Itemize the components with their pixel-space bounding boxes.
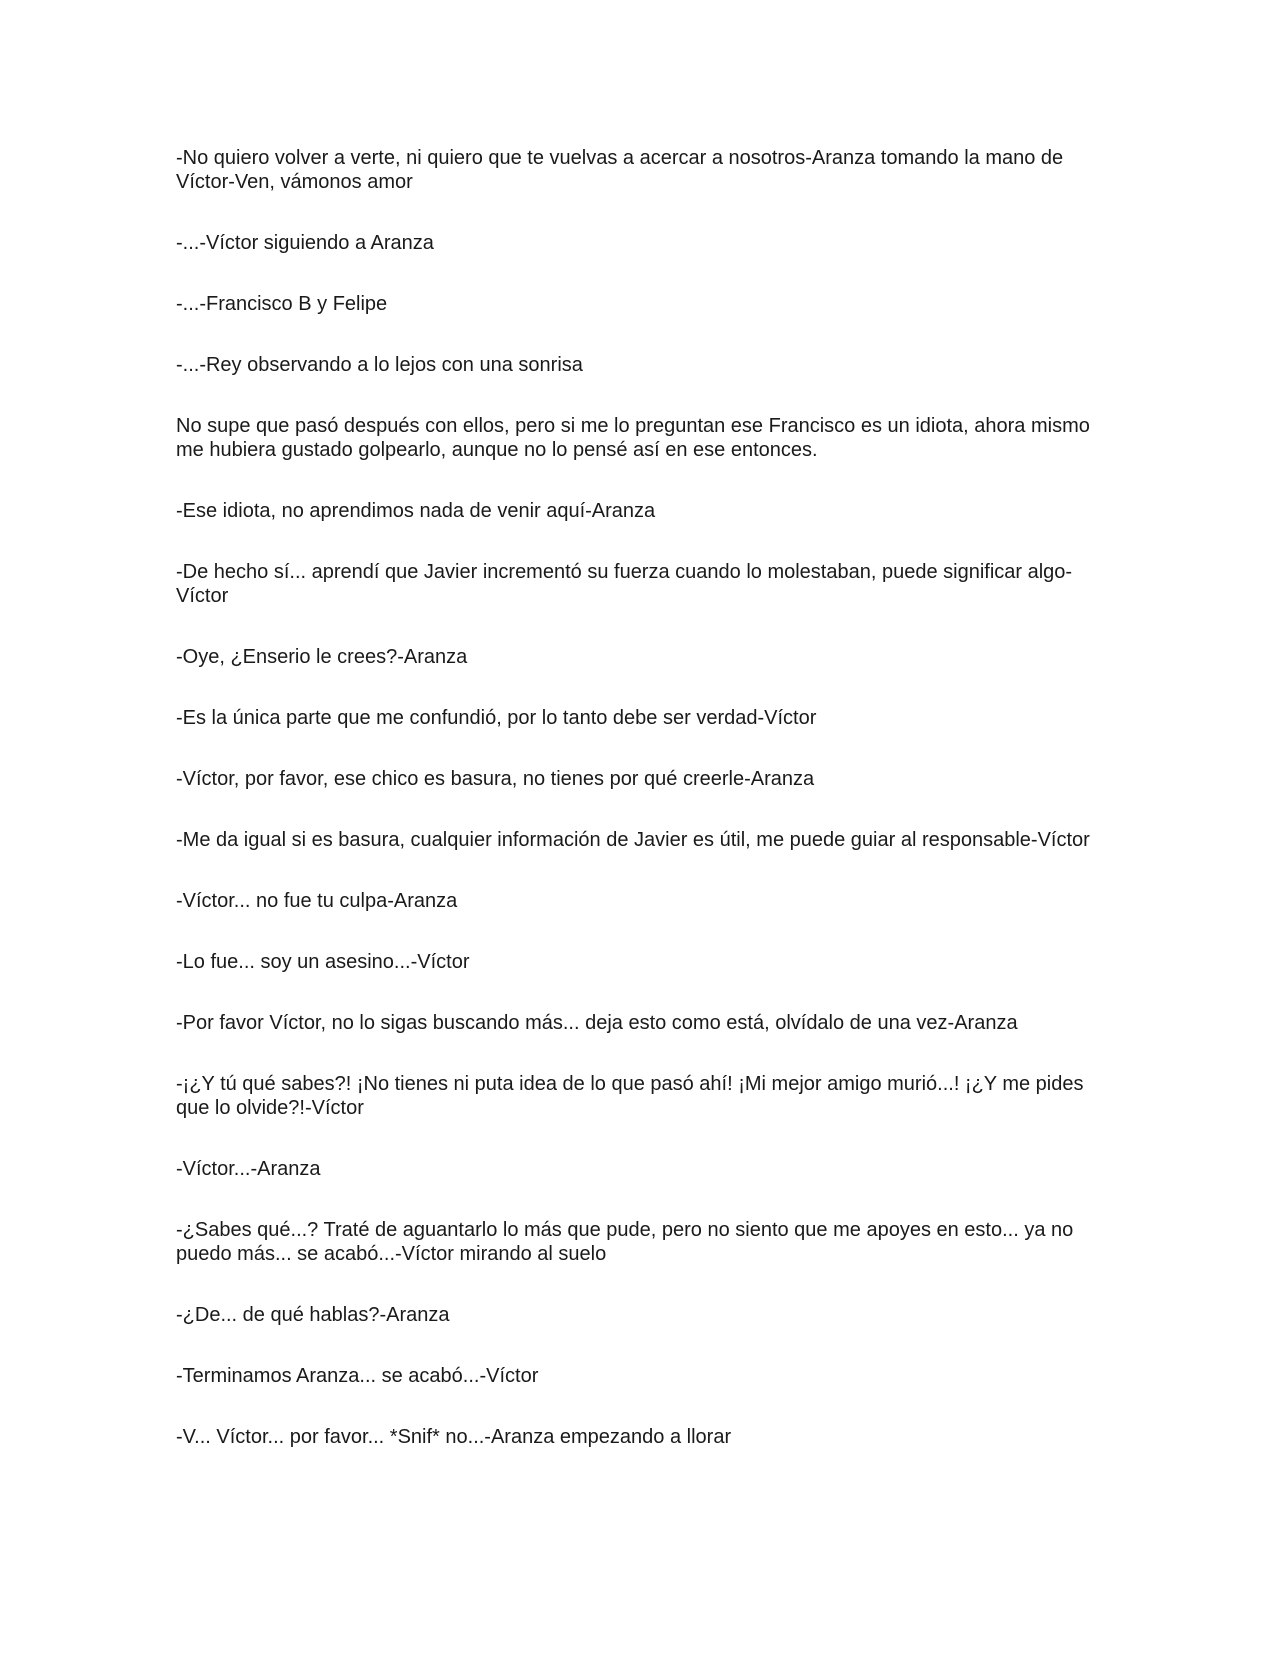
paragraph: -Víctor...-Aranza — [176, 1158, 321, 1180]
paragraph: -V... Víctor... por favor... *Snif* no...-Aranza empezando a llorar — [176, 1426, 732, 1448]
paragraph: -De hecho sí... aprendí que Javier incrementó su fuerza cuando lo molestaban, puede significar algo-Víctor — [176, 561, 1073, 607]
paragraph: -¿De... de qué hablas?-Aranza — [176, 1304, 450, 1326]
paragraph: -Ese idiota, no aprendimos nada de venir aquí-Aranza — [176, 500, 656, 522]
paragraph: -Lo fue... soy un asesino...-Víctor — [176, 951, 470, 973]
paragraph: -No quiero volver a verte, ni quiero que te vuelvas a acercar a nosotros-Aranza tomando la mano de Víctor-Ven, vámonos amor — [176, 147, 1064, 193]
paragraph: -¿Sabes qué...? Traté de aguantarlo lo más que pude, pero no siento que me apoyes en esto... ya no puedo más... se acabó...-Víctor mirando al suelo — [176, 1219, 1074, 1265]
paragraph: -¡¿Y tú qué sabes?! ¡No tienes ni puta idea de lo que pasó ahí! ¡Mi mejor amigo murió...! ¡¿Y me pides que lo olvide?!-Víctor — [176, 1073, 1084, 1119]
paragraph: -...-Francisco B y Felipe — [176, 293, 388, 315]
paragraph: -Oye, ¿Enserio le crees?-Aranza — [176, 646, 468, 668]
paragraph: -Víctor... no fue tu culpa-Aranza — [176, 890, 458, 912]
paragraph: -Víctor, por favor, ese chico es basura, no tienes por qué creerle-Aranza — [176, 768, 815, 790]
document-body — [176, 146, 1091, 1486]
paragraph: -...-Víctor siguiendo a Aranza — [176, 232, 434, 254]
paragraph: No supe que pasó después con ellos, pero si me lo preguntan ese Francisco es un idiota, ahora mismo me hubiera gustado golpearlo, aunque no lo pensé así en ese entonces. — [176, 415, 1090, 461]
paragraph: -...-Rey observando a lo lejos con una sonrisa — [176, 354, 583, 376]
paragraph: -Me da igual si es basura, cualquier información de Javier es útil, me puede guiar al responsable-Víctor — [176, 829, 1090, 851]
paragraph: -Terminamos Aranza... se acabó...-Víctor — [176, 1365, 539, 1387]
paragraph: -Es la única parte que me confundió, por lo tanto debe ser verdad-Víctor — [176, 707, 817, 729]
paragraph: -Por favor Víctor, no lo sigas buscando más... deja esto como está, olvídalo de una vez-Aranza — [176, 1012, 1018, 1034]
